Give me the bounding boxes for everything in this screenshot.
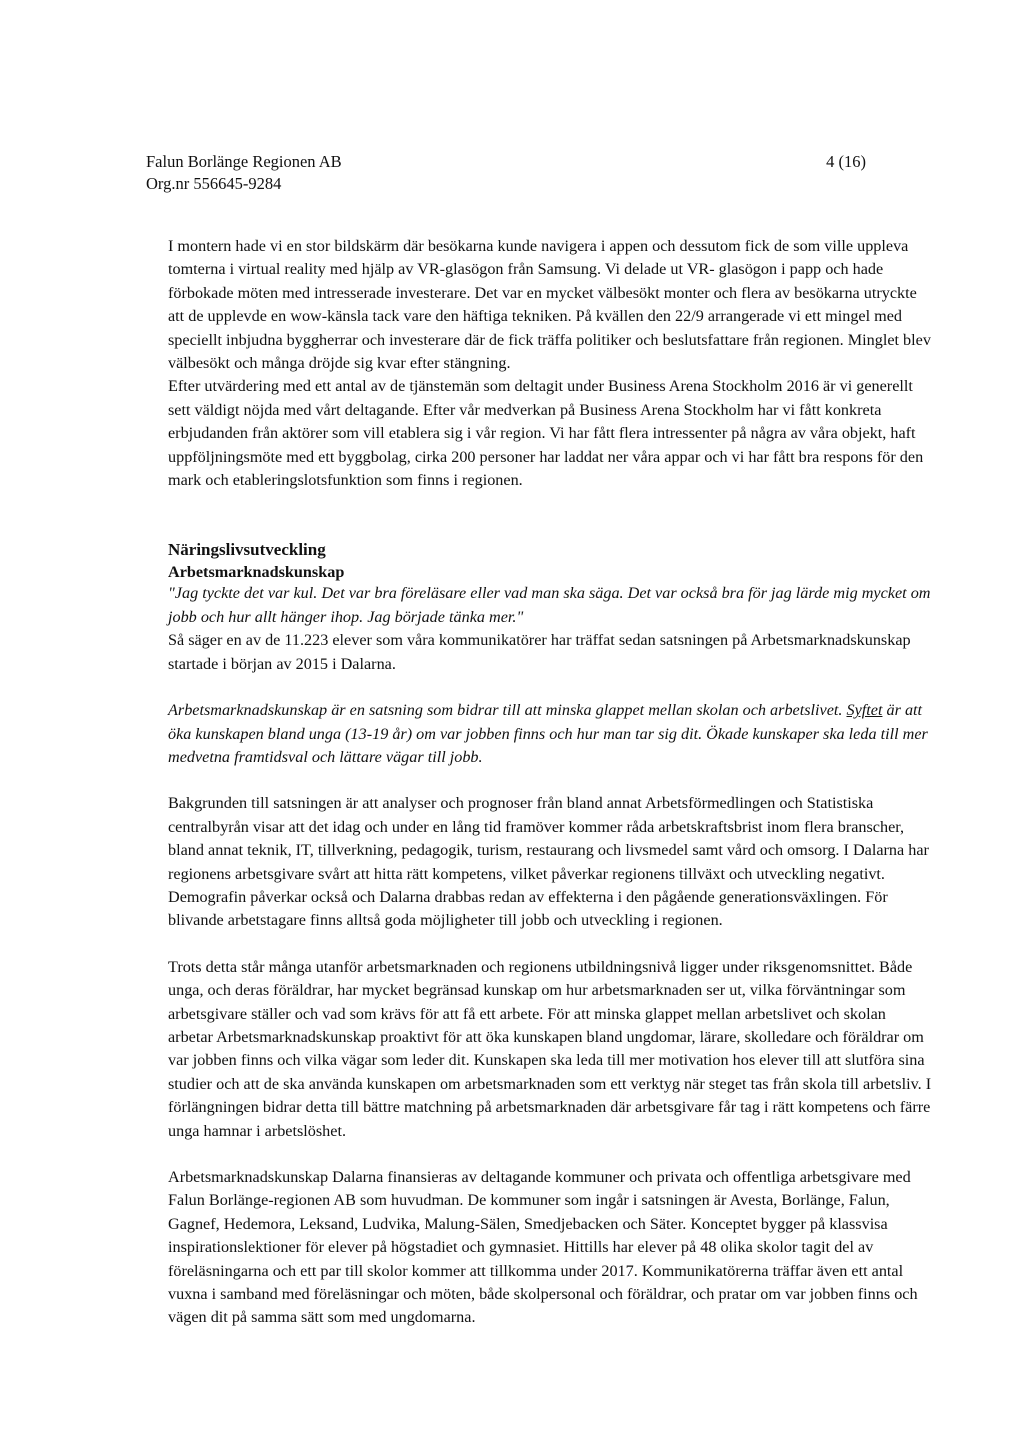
background-paragraph: Bakgrunden till satsningen är att analyser och prognoser från bland annat Arbetsförmedlingen och Statistiska centralbyrån visar att det idag och under en lång tid framöver kommer råda arbetskraftsbrist inom flera branscher, bland annat teknik, IT, tillverkning, pedagogik, turism, restaurang och livsmedel samt vård och omsorg. I Dalarna har regionens arbetsgivare svårt att hitta rätt kompetens, vilket påverkar regionens tillväxt och utveckling negativt. Demografin påverkar också och Dalarna drabbas redan av effekterna i den pågående generationsväxlingen. För blivande arbetstagare finns alltså goda möjligheter till jobb och utveckling i regionen. [168,794,929,930]
section-subheading: Arbetsmarknadskunskap [168,563,345,582]
mission-underlined-word: Syftet [846,701,883,720]
page-number: 4 (16) [826,152,866,171]
section-heading: Näringslivsutveckling [168,540,326,560]
student-quote: "Jag tyckte det var kul. Det var bra föreläsare eller vad man ska säga. Det var också bra för jag lärde mig mycket om jobb och hur allt hänger ihop. Jag började tänka mer." [168,584,931,626]
mission-statement [168,699,934,769]
evaluation-paragraph: Efter utvärdering med ett antal av de tjänstemän som deltagit under Business Arena Stockholm 2016 är vi generellt sett väldigt nöjda med vårt deltagande. Efter vår medverkan på Business Arena Stockholm har vi fått konkreta erbjudanden från aktörer som vill etablera sig i vår region. Vi har fått flera intressenter på några av våra objekt, haft uppföljningsmöte med ett byggbolag, cirka 200 personer har laddat ner våra appar och vi har fått bra respons för den mark och etableringslotsfunktion som finns i regionen. [168,377,924,490]
quote-attribution: Så säger en av de 11.223 elever som våra kommunikatörer har träffat sedan satsningen på Arbetsmarknadskunskap startade i början av 2015 i Dalarna. [168,631,911,673]
despite-paragraph: Trots detta står många utanför arbetsmarknaden och regionens utbildningsnivå ligger under riksgenomsnittet. Både unga, och deras föräldrar, har mycket begränsad kunskap om hur arbetsmarknaden ser ut, vilka förväntningar som arbetsgivare ställer och vad som krävs för att få ett arbete. För att minska glappet mellan arbetslivet och skolan arbetar Arbetsmarknadskunskap proaktivt för att öka kunskapen bland ungdomar, lärare, skolledare och föräldrar om var jobben finns och vilka vägar som leder dit. Kunskapen ska leda till mer motivation hos elever till att slutföra sina studier och att de ska använda kunskapen om arbetsmarknaden som ett verktyg när steget tas från skola till arbetsliv. I förlängningen bidrar detta till bättre matchning på arbetsmarknaden där arbetsgivare får tag i rätt kompetens och färre unga hamnar i arbetslöshet. [168,957,932,1140]
financing-paragraph: Arbetsmarknadskunskap Dalarna finansieras av deltagande kommuner och privata och offentliga arbetsgivare med Falun Borlänge-regionen AB som huvudman. De kommuner som ingår i satsningen är Avesta, Borlänge, Falun, Gagnef, Hedemora, Leksand, Ludvika, Malung-Sälen, Smedjebacken och Säter. Konceptet bygger på klassvisa inspirationslektioner för elever på högstadiet och gymnasiet. Hittills har elever på 48 olika skolor tagit del av föreläsningarna och ett par till skolor kommer att tillkomma under 2017. Kommunikatörerna träffar även ett antal vuxna i samband med föreläsningar och möten, både skolpersonal och föräldrar, och pratar om var jobben finns och vägen dit på samma sätt som med ungdomarna. [168,1168,918,1327]
intro-paragraph: I montern hade vi en stor bildskärm där besökarna kunde navigera i appen och dessutom fick de som ville uppleva tomterna i virtual reality med hjälp av VR-glasögon från Samsung. Vi delade ut VR- glasögon i papp och hade förbokade möten med intresserade investerare. Det var en mycket välbesökt monter och flera av besökarna utryckte att de upplevde en wow-känsla tack vare den häftiga tekniken. På kvällen den 22/9 arrangerade vi ett mingel med speciellt inbjudna byggherrar och investerare där de fick träffa politiker och beslutsfattare från regionen. Minglet blev välbesökt och många dröjde sig kvar efter stängning. [168,237,931,373]
header-organization [146,151,866,195]
organization-name: Falun Borlänge Regionen AB [146,152,342,171]
page-header [146,151,866,195]
mission-text-part2: är att öka kunskapen bland unga (13-19 år) om var jobben finns och hur man tar sig dit. Ökade kunskaper ska leda till mer medvetna framtidsval och lättare vägar till jobb. [168,701,928,766]
organization-number: Org.nr 556645-9284 [146,174,282,193]
mission-text-part1: Arbetsmarknadskunskap är en satsning som bidrar till att minska glappet mellan skolan och arbetslivet. [168,701,847,720]
document-body [168,235,934,1330]
